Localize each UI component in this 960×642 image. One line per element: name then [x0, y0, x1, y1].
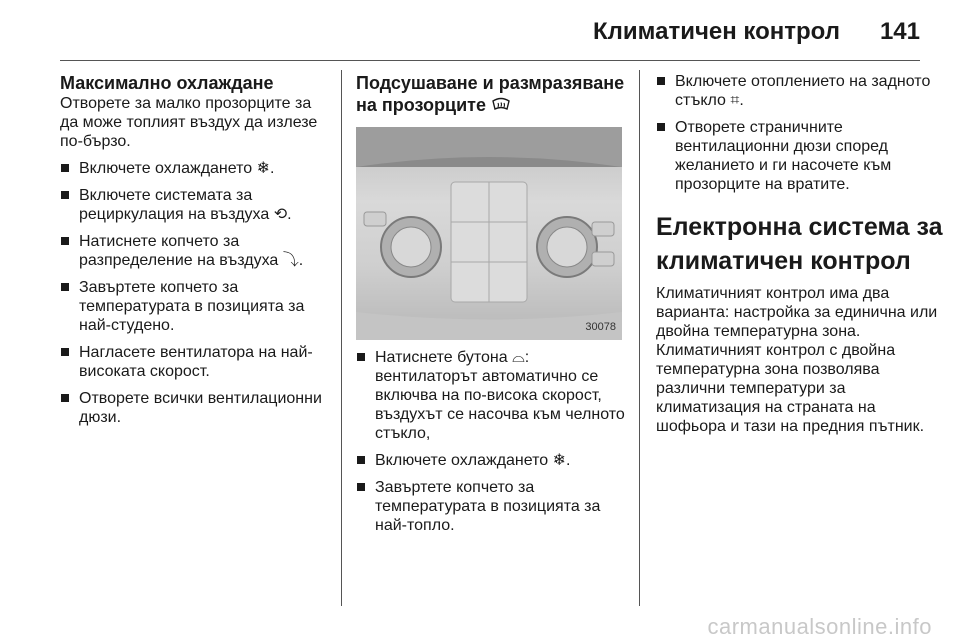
- section-heading: Максимално охлаждане: [60, 73, 274, 93]
- list-item: Отворете страничните вентилационни дюзи според желанието и ги насочете към прозорците на вратите.: [656, 118, 946, 194]
- list-item: Натиснете копчето за разпределение на въздуха ⤵.: [60, 232, 332, 270]
- section-heading: Електронна система за климатичен контрол: [656, 213, 943, 275]
- column-divider: [341, 70, 342, 606]
- list-item: Включете охлаждането ❄.: [356, 451, 632, 470]
- column-electronic-climate: [656, 72, 946, 436]
- list-item: Включете отоплението на задното стъкло ⌗.: [656, 72, 946, 110]
- windshield-defrost-icon: [491, 97, 511, 115]
- column-divider: [639, 70, 640, 606]
- section-heading-text: Подсушаване и размразяване на прозорците: [356, 73, 625, 115]
- paragraph: Климатичният контрол има два варианта: настройка за единична или двойна температурна зона. Климатичният контрол с двойна температурна зона позволява различни температури за климатизация на страната на шофьора и тази на предния пътник.: [656, 285, 938, 435]
- list-item: Отворете всички вентилационни дюзи.: [60, 389, 332, 427]
- control-panel-illustration: [356, 127, 622, 340]
- control-panel-photo: [356, 127, 622, 340]
- watermark: carmanualsonline.info: [707, 614, 932, 639]
- column-max-cooling: [60, 72, 332, 427]
- section-heading: [356, 72, 632, 117]
- list-item: Включете охлаждането ❄.: [60, 159, 332, 178]
- bullet-list: [656, 72, 946, 194]
- list-item: Натиснете бутона ⌓: вентилаторът автоматично се включва на по-висока скорост, въздухът се насочва към челното стъкло,: [356, 348, 632, 443]
- header-rule: [60, 60, 920, 61]
- figure-number: 30078: [585, 321, 616, 333]
- bullet-list: [60, 159, 332, 427]
- column-defrost: [356, 72, 632, 535]
- bullet-list: [356, 348, 632, 535]
- paragraph: Отворете за малко прозорците за да може топлият въздух да излезе по-бързо.: [60, 95, 318, 150]
- list-item: Включете системата за рециркулация на въздуха ⟲.: [60, 186, 332, 224]
- list-item: Нагласете вентилатора на най-високата скорост.: [60, 343, 332, 381]
- list-item: Завъртете копчето за температурата в позицията за най-топло.: [356, 478, 632, 535]
- page-number: 141: [879, 18, 920, 45]
- list-item: Завъртете копчето за температурата в позицията за най-студено.: [60, 278, 332, 335]
- header-title: Климатичен контрол: [593, 18, 840, 45]
